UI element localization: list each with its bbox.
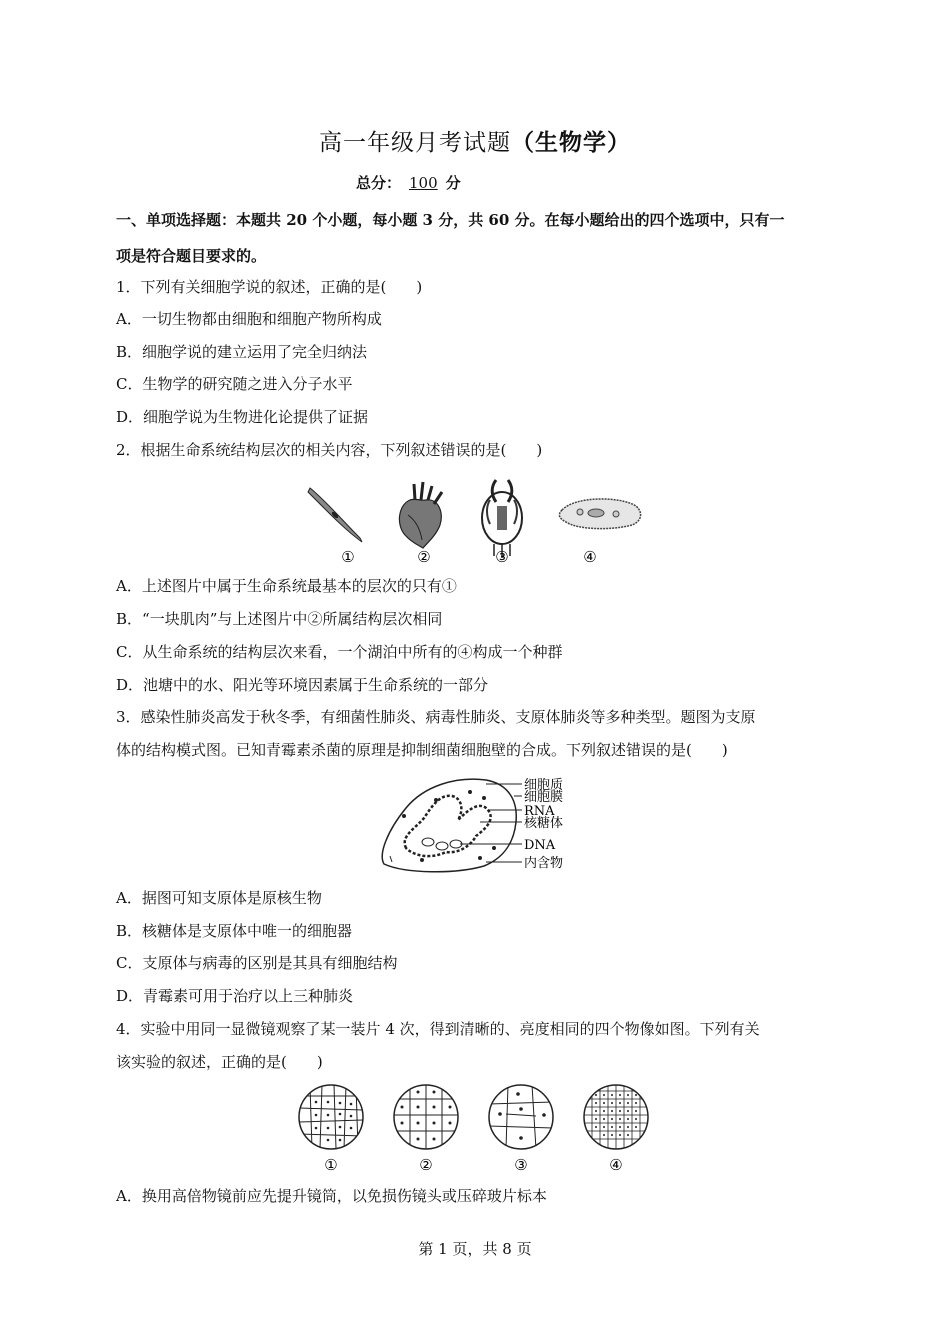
muscle-cell-icon [308, 488, 362, 542]
label-cytoplasm: 细胞质 [524, 778, 564, 793]
q3-option-c: C．支原体与病毒的区别是其具有细胞结构 [116, 954, 398, 972]
total-score [356, 172, 461, 193]
view-label-2: ② [419, 1156, 433, 1174]
q1-option-a: A．一切生物都由细胞和细胞产物所构成 [116, 310, 382, 328]
q2-stem: 2．根据生命系统结构层次的相关内容，下列叙述错误的是( ) [116, 441, 543, 459]
total-score-value: 100 [409, 174, 438, 192]
q3-stem-line2: 体的结构模式图。已知青霉素杀菌的原理是抑制细菌细胞壁的合成。下列叙述错误的是( ) [116, 741, 728, 759]
circulatory-system-icon [482, 480, 522, 558]
label-dna: DNA [524, 838, 556, 853]
q2-figure [290, 470, 660, 570]
q4-stem-line2: 该实验的叙述，正确的是( ) [116, 1053, 323, 1071]
q1-option-d: D．细胞学说为生物进化论提供了证据 [116, 408, 369, 426]
view-label-3: ③ [514, 1156, 528, 1174]
q1-stem: 1．下列有关细胞学说的叙述，正确的是( ) [116, 278, 423, 296]
mycoplasma-figure [376, 770, 576, 876]
q2-option-d: D．池塘中的水、阳光等环境因素属于生命系统的一部分 [116, 676, 489, 694]
paramecium-icon [559, 499, 640, 529]
q3-option-a: A．据图可知支原体是原核生物 [116, 889, 322, 907]
page-footer: 第 1 页，共 8 页 [418, 1240, 532, 1258]
q3-option-d: D．青霉素可用于治疗以上三种肺炎 [116, 987, 354, 1005]
section-heading-line1: 一、单项选择题：本题共 20 个小题，每小题 3 分，共 60 分。在每小题给出的四个选项中，只有一 [116, 211, 785, 229]
q4-figure [296, 1082, 656, 1176]
q3-option-b: B．核糖体是支原体中唯一的细胞器 [116, 922, 353, 940]
title-main: 高一年级月考试题 [319, 130, 511, 156]
section-heading-line2: 项是符合题目要求的。 [116, 247, 267, 265]
view-label-1: ① [324, 1156, 338, 1174]
q1-option-c: C．生物学的研究随之进入分子水平 [116, 375, 353, 393]
figure-label-3: ③ [495, 548, 509, 566]
label-rna: RNA [524, 804, 555, 819]
view-label-4: ④ [609, 1156, 623, 1174]
q2-option-a: A．上述图片中属于生命系统最基本的层次的只有① [116, 577, 457, 595]
q4-stem-line1: 4．实验中用同一显微镜观察了某一装片 4 次，得到清晰的、亮度相同的四个物像如图。下列有关 [116, 1020, 760, 1038]
total-unit: 分 [445, 174, 461, 192]
q4-option-a: A．换用高倍物镜前应先提升镜筒，以免损伤镜头或压碎玻片标本 [116, 1187, 547, 1205]
figure-label-2: ② [417, 548, 431, 566]
figure-label-1: ① [341, 548, 355, 566]
page-title [0, 124, 950, 157]
label-membrane: 细胞膜 [524, 790, 564, 805]
q3-stem-line1: 3．感染性肺炎高发于秋冬季，有细菌性肺炎、病毒性肺炎、支原体肺炎等多种类型。题图为支原 [116, 708, 756, 726]
q1-option-b: B．细胞学说的建立运用了完全归纳法 [116, 343, 368, 361]
label-inclusion: 内含物 [524, 856, 564, 871]
heart-icon [399, 482, 442, 548]
label-ribosome: 核糖体 [524, 816, 564, 831]
total-label: 总分： [356, 174, 402, 192]
q2-option-b: B．“一块肌肉”与上述图片中②所属结构层次相同 [116, 610, 443, 628]
q2-option-c: C．从生命系统的结构层次来看，一个湖泊中所有的④构成一个种群 [116, 643, 563, 661]
figure-label-4: ④ [583, 548, 597, 566]
title-subject: （生物学） [511, 129, 631, 156]
